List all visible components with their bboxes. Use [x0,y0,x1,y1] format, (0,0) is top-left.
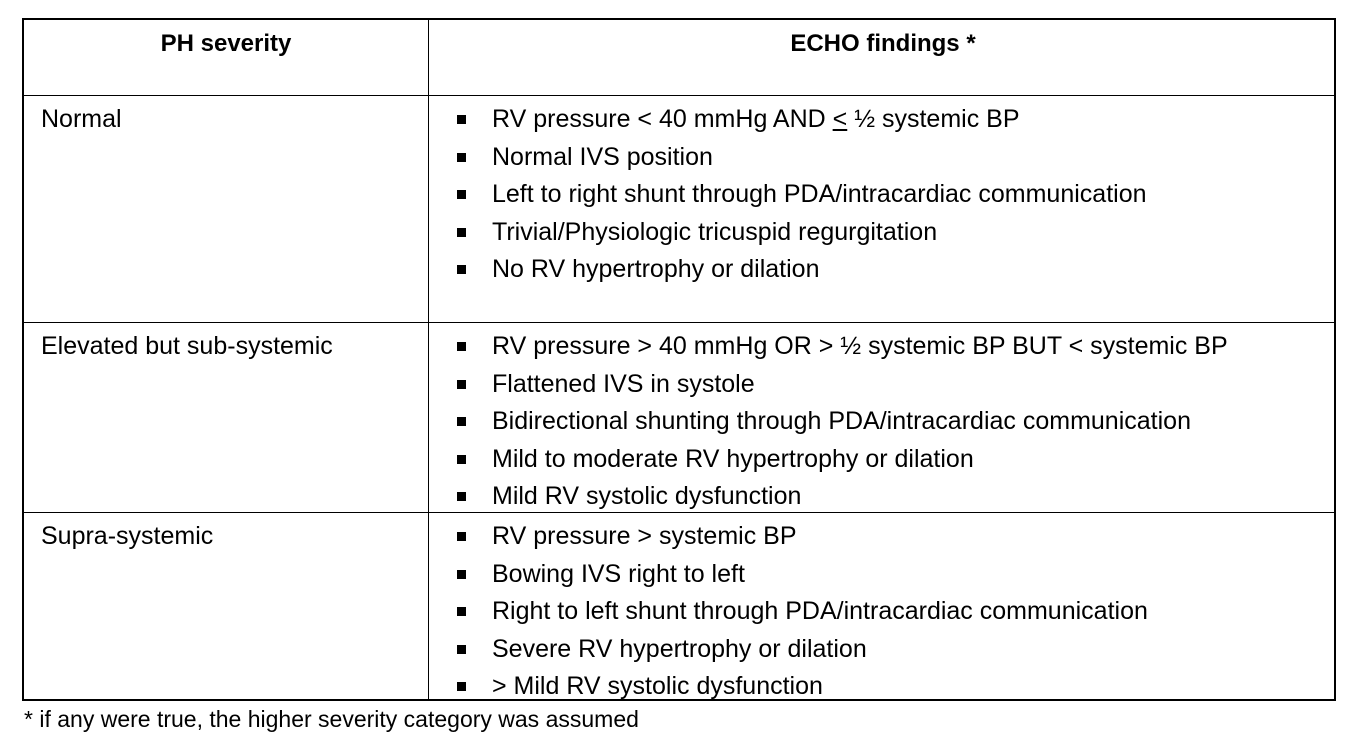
finding-item [454,176,1147,214]
finding-text: RV pressure > 40 mmHg OR > ½ systemic BP BUT < systemic BP [492,332,1228,360]
finding-text: RV pressure > systemic BP [492,522,797,550]
findings-list [454,518,1148,706]
finding-item [454,478,1228,516]
square-bullet-icon [457,380,466,389]
square-bullet-icon [457,570,466,579]
finding-item [454,668,1148,706]
finding-text: No RV hypertrophy or dilation [492,255,820,283]
finding-text: Mild RV systolic dysfunction [492,482,802,510]
ph-severity-table [22,18,1336,701]
square-bullet-icon [457,532,466,541]
square-bullet-icon [457,342,466,351]
square-bullet-icon [457,607,466,616]
findings-list [454,328,1228,516]
finding-text: Bowing IVS right to left [492,559,745,588]
finding-item [454,251,1147,289]
square-bullet-icon [457,190,466,199]
severity-cell: Elevated but sub-systemic [41,332,333,360]
finding-item [454,328,1228,366]
severity-cell: Supra-systemic [41,522,214,550]
finding-item [454,366,1228,404]
finding-item [454,518,1148,556]
finding-item [454,403,1228,441]
less-equal-symbol: < [832,105,848,133]
header-echo-findings: ECHO findings * [790,30,976,57]
square-bullet-icon [457,153,466,162]
finding-item [454,139,1147,177]
square-bullet-icon [457,115,466,124]
finding-text: Flattened IVS in systole [492,369,755,398]
square-bullet-icon [457,417,466,426]
finding-item [454,631,1148,669]
square-bullet-icon [457,645,466,654]
row-divider [24,322,1334,323]
footnote: * if any were true, the higher severity category was assumed [24,706,639,732]
finding-text-post: ½ systemic BP [847,105,1020,133]
finding-item [454,593,1148,631]
finding-text: Trivial/Physiologic tricuspid regurgitation [492,217,938,246]
square-bullet-icon [457,455,466,464]
finding-text: Left to right shunt through PDA/intracardiac communication [492,180,1147,208]
square-bullet-icon [457,492,466,501]
findings-list [454,101,1147,289]
finding-item [454,214,1147,252]
square-bullet-icon [457,228,466,237]
severity-cell: Normal [41,105,122,133]
finding-item [454,101,1147,139]
header-ph-severity: PH severity [160,30,292,57]
finding-text: Mild to moderate RV hypertrophy or dilation [492,444,974,473]
finding-text-pre: RV pressure < 40 mmHg AND [492,105,833,133]
square-bullet-icon [457,265,466,274]
finding-text: Bidirectional shunting through PDA/intracardiac communication [492,407,1191,435]
finding-text: > Mild RV systolic dysfunction [492,672,823,700]
finding-text: Severe RV hypertrophy or dilation [492,634,867,663]
header-divider [24,95,1334,96]
column-divider [428,20,429,699]
finding-item [454,556,1148,594]
finding-text: Right to left shunt through PDA/intracardiac communication [492,597,1148,625]
finding-item [454,441,1228,479]
square-bullet-icon [457,682,466,691]
finding-text: Normal IVS position [492,142,713,171]
